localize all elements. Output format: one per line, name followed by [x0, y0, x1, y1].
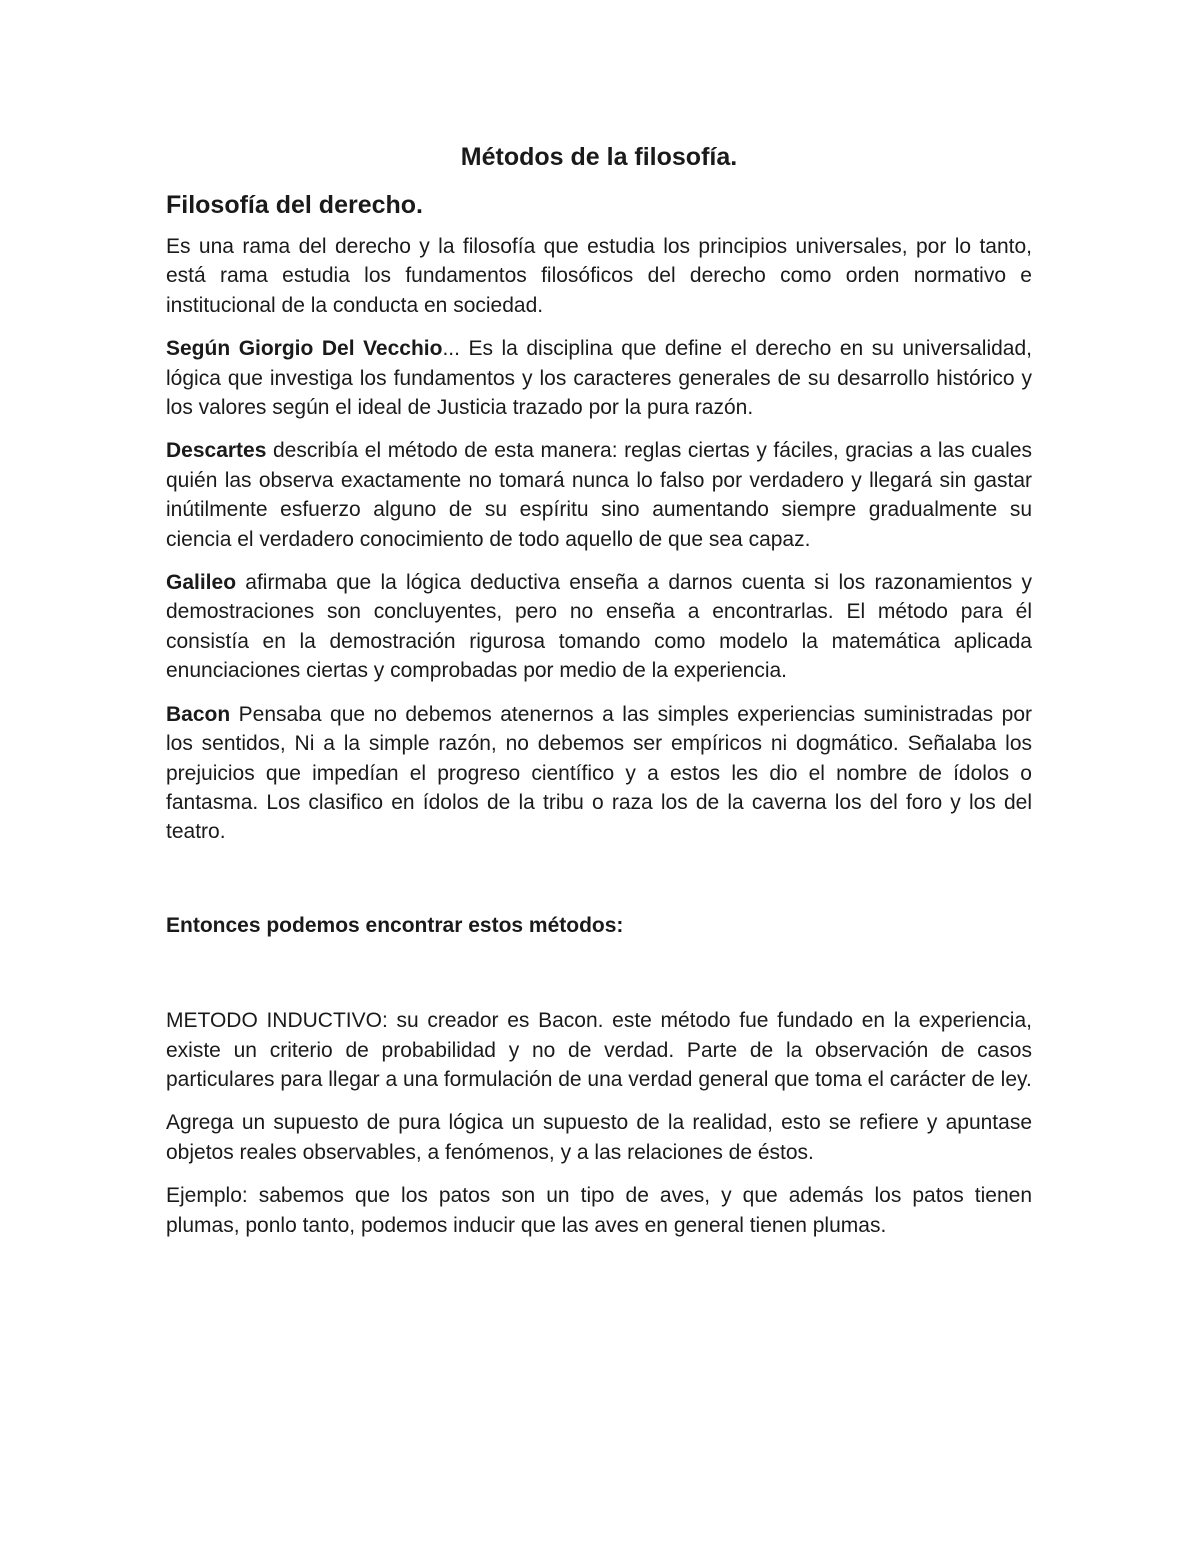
vecchio-paragraph: [166, 334, 1032, 422]
descartes-text: describía el método de esta manera: reglas ciertas y fáciles, gracias a las cuales quién las observa exactamente no tomará nunca lo falso por verdadero y llegará sin gastar inútilmente esfuerzo alguno de su espíritu sino aumentando siempre gradualmente su ciencia el verdadero conocimiento de todo aquello de que sea capaz.: [166, 439, 1032, 551]
descartes-lead: Descartes: [166, 439, 267, 463]
galileo-lead: Galileo: [166, 571, 237, 595]
descartes-paragraph: [166, 436, 1032, 554]
vecchio-text: ... Es la disciplina que define el derecho en su universalidad, lógica que investiga los fundamentos y los caracteres generales de su desarrollo histórico y los valores según el ideal de Justicia trazado por la pura razón.: [166, 337, 1032, 420]
document-subtitle: Filosofía del derecho.: [166, 191, 423, 219]
blank-space: [166, 861, 1032, 911]
bacon-paragraph: [166, 700, 1032, 847]
vecchio-lead: Según Giorgio Del Vecchio: [166, 337, 443, 361]
blank-space: [166, 940, 1032, 1006]
document-page: [166, 140, 1032, 1254]
supuesto-paragraph: Agrega un supuesto de pura lógica un supuesto de la realidad, esto se refiere y apuntase objetos reales observables, a fenómenos, y a las relaciones de éstos.: [166, 1111, 1032, 1164]
methods-heading: Entonces podemos encontrar estos métodos:: [166, 913, 624, 937]
intro-paragraph: Es una rama del derecho y la filosofía que estudia los principios universales, por lo tanto, está rama estudia los fundamentos filosóficos del derecho como orden normativo e institucional de la conducta en sociedad.: [166, 235, 1032, 317]
galileo-text: afirmaba que la lógica deductiva enseña a darnos cuenta si los razonamientos y demostraciones son concluyentes, pero no enseña a encontrarlas. El método para él consistía en la demostración rigurosa tomando como modelo la matemática aplicada enunciaciones ciertas y comprobadas por medio de la experiencia.: [166, 571, 1032, 683]
document-title: Métodos de la filosofía.: [460, 143, 738, 171]
bacon-lead: Bacon: [166, 702, 231, 726]
bacon-text: Pensaba que no debemos atenernos a las simples experiencias suministradas por los sentidos, Ni a la simple razón, no debemos ser empíricos ni dogmático. Señalaba los prejuicios que impedían el progreso científico y a estos les dio el nombre de ídolos o fantasma. Los clasifico en ídolos de la tribu o raza los de la caverna los del foro y los del teatro.: [166, 702, 1032, 844]
inductive-method-paragraph: METODO INDUCTIVO: su creador es Bacon. este método fue fundado en la experiencia, existe un criterio de probabilidad y no de verdad. Parte de la observación de casos particulares para llegar a una formulación de una verdad general que toma el carácter de ley.: [166, 1009, 1032, 1091]
example-paragraph: Ejemplo: sabemos que los patos son un tipo de aves, y que además los patos tienen plumas, ponlo tanto, podemos inducir que las aves en general tienen plumas.: [166, 1184, 1032, 1237]
galileo-paragraph: [166, 568, 1032, 686]
